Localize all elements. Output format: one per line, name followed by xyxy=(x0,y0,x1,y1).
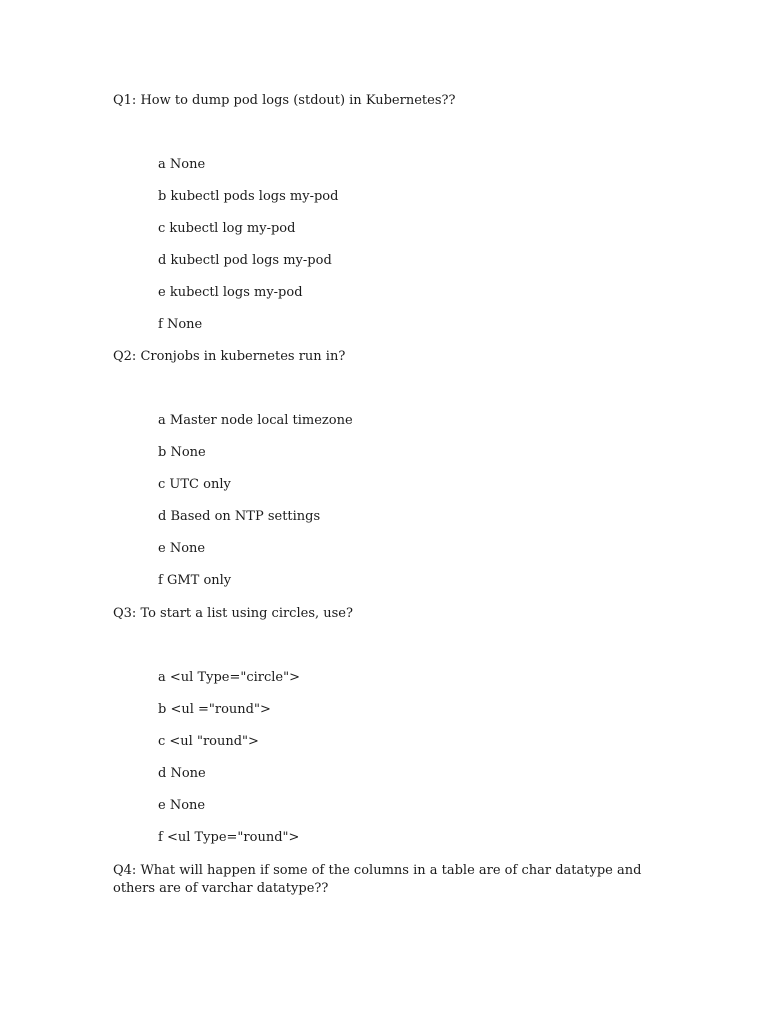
q2-option-b: b None xyxy=(158,445,206,460)
question-1: Q1: How to dump pod logs (stdout) in Kubernetes?? xyxy=(113,93,456,108)
q3-option-a: a <ul Type="circle"> xyxy=(158,670,300,685)
q2-option-f: f GMT only xyxy=(158,573,232,588)
q2-option-d: d Based on NTP settings xyxy=(158,509,321,524)
q3-option-e: e None xyxy=(158,798,206,813)
question-4: Q4: What will happen if some of the columns in a table are of char datatype and others are of varchar datatype?? xyxy=(113,863,642,896)
q2-option-a: a Master node local timezone xyxy=(158,413,353,428)
question-2: Q2: Cronjobs in kubernetes run in? xyxy=(113,349,346,364)
q1-option-b: b kubectl pods logs my-pod xyxy=(158,189,339,204)
q1-option-d: d kubectl pod logs my-pod xyxy=(158,253,332,268)
question-3: Q3: To start a list using circles, use? xyxy=(113,606,353,621)
q2-option-c: c UTC only xyxy=(158,477,231,492)
q1-option-a: a None xyxy=(158,157,206,172)
q3-option-c: c <ul "round"> xyxy=(158,734,259,749)
q1-option-e: e kubectl logs my-pod xyxy=(158,285,303,300)
q1-option-c: c kubectl log my-pod xyxy=(158,221,296,236)
q2-option-e: e None xyxy=(158,541,206,556)
q1-option-f: f None xyxy=(158,317,203,332)
q3-option-d: d None xyxy=(158,766,206,781)
q3-option-f: f <ul Type="round"> xyxy=(158,830,300,845)
q3-option-b: b <ul ="round"> xyxy=(158,702,271,717)
